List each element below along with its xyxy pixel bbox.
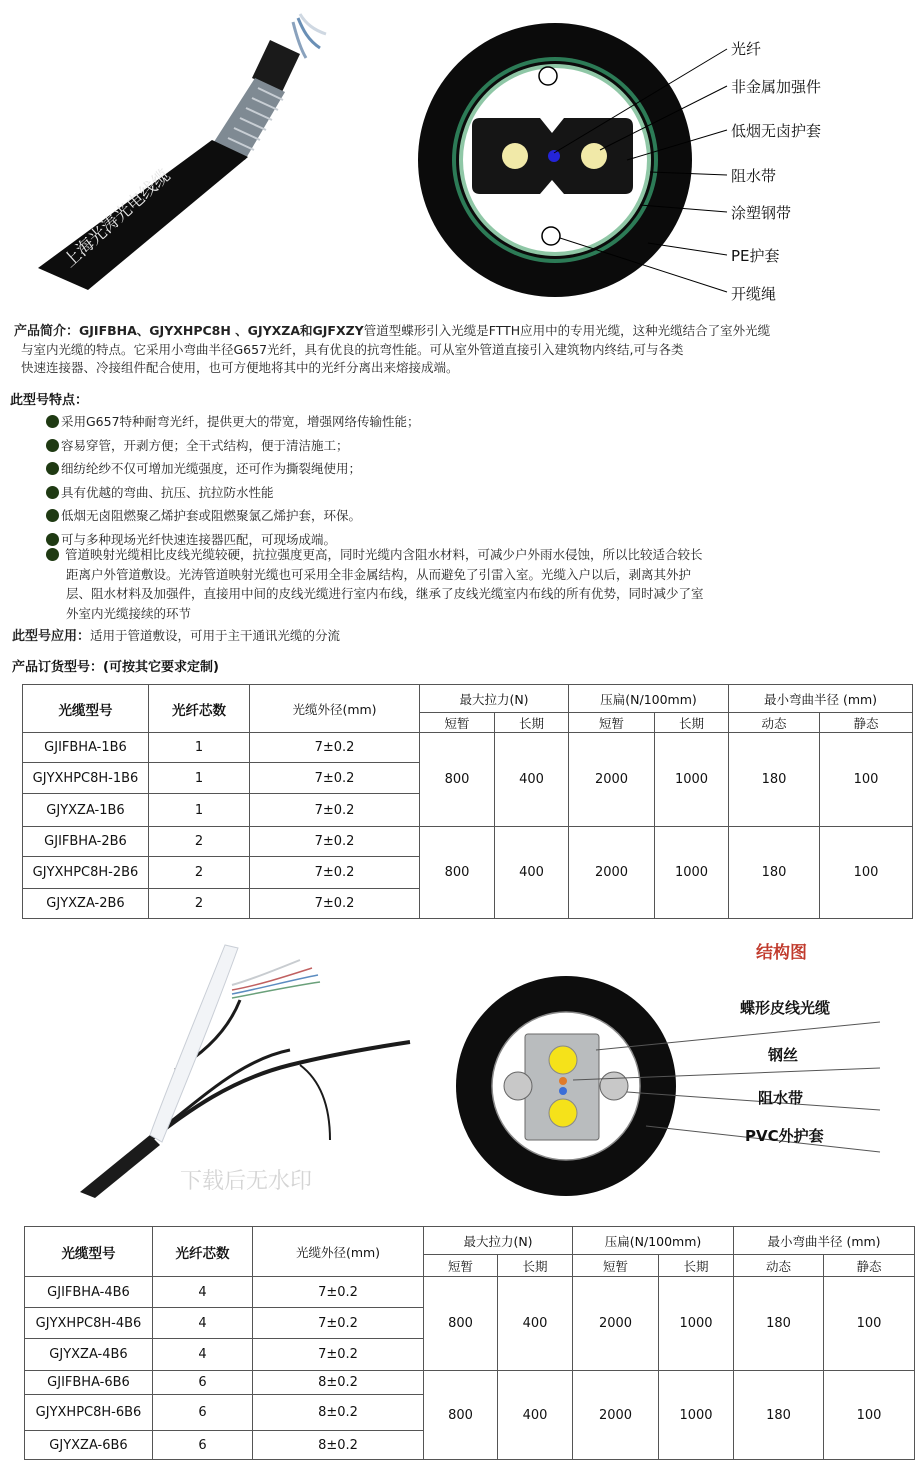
label-lszh-jacket: 低烟无卤护套	[731, 122, 822, 140]
spec-table-2	[24, 1226, 915, 1460]
table-row: GJIFBHA-2B6 2 7±0.2 800 400 2000 1000 180 100	[23, 827, 913, 857]
label-pvc-jacket: PVC外护套	[745, 1127, 824, 1145]
bullet-icon	[46, 548, 59, 561]
intro-lead: 产品简介：	[14, 324, 80, 339]
table-row: GJIFBHA-4B6 4 7±0.2 800 400 2000 1000 180 100	[25, 1277, 915, 1308]
bullet-icon	[46, 533, 59, 546]
th-model: 光缆型号	[25, 1227, 153, 1277]
bullet-icon	[46, 439, 59, 452]
th-long: 长期	[495, 713, 569, 733]
label-steel-tape: 涂塑钢带	[731, 204, 792, 222]
table-row: GJYXHPC8H-1B6 1 7±0.2	[23, 763, 913, 794]
th-crush: 压扁(N/100mm)	[573, 1227, 734, 1255]
feature-item: 低烟无卤阻燃聚乙烯护套或阻燃聚氯乙烯护套，环保。	[46, 507, 916, 531]
application-line: 此型号应用：适用于管道敷设，可用于主干通讯光缆的分流	[12, 628, 341, 644]
mid-figure	[0, 930, 921, 1200]
th-long: 长期	[659, 1255, 734, 1277]
bullet-icon	[46, 462, 59, 475]
intro-line2: 与室内光缆的特点。它采用小弯曲半径G657光纤，具有优良的抗弯性能。可从室外管道直接引入建筑物内终结,可与各类	[21, 342, 684, 357]
table-row: GJYXHPC8H-4B6 4 7±0.2	[25, 1308, 915, 1339]
th-fiber-count: 光纤芯数	[149, 685, 250, 733]
th-short: 短暂	[569, 713, 655, 733]
bullet-icon	[46, 509, 59, 522]
bullet-icon	[46, 415, 59, 428]
table-row: GJYXHPC8H-2B6 2 7±0.2	[23, 857, 913, 889]
table-row: GJIFBHA-6B6 6 8±0.2 800 400 2000 1000 180 100	[25, 1371, 915, 1395]
label-water-tape: 阻水带	[758, 1089, 804, 1107]
label-pe-jacket: PE护套	[731, 247, 780, 265]
label-fiber: 光纤	[731, 40, 762, 58]
cross-section	[418, 23, 692, 297]
th-long: 长期	[498, 1255, 573, 1277]
label-nonmetal-strength: 非金属加强件	[731, 78, 822, 96]
label-steel-wire: 钢丝	[768, 1046, 799, 1064]
th-static: 静态	[824, 1255, 915, 1277]
label-water-block: 阻水带	[731, 167, 777, 185]
label-ripcord: 开缆绳	[731, 285, 777, 303]
feature-item: 具有优越的弯曲、抗压、抗拉防水性能	[46, 484, 916, 508]
features-title: 此型号特点：	[10, 393, 89, 408]
th-outer-diameter: 光缆外径(mm)	[250, 685, 420, 733]
th-short: 短暂	[420, 713, 495, 733]
table-row: GJIFBHA-1B6 1 7±0.2 800 400 2000 1000 180 100	[23, 733, 913, 763]
feature-item: 采用G657特种耐弯光纤，提供更大的带宽，增强网络传输性能；	[46, 413, 916, 437]
intro-paragraph	[14, 322, 919, 377]
feature-item: 可与多种现场光纤快速连接器匹配，可现场成端。	[46, 531, 916, 555]
th-fiber-count: 光纤芯数	[153, 1227, 253, 1277]
feature-item: 容易穿管，开剥方便；全干式结构，便于清洁施工；	[46, 437, 916, 461]
structure-title: 结构图	[756, 943, 807, 963]
feature-item: 细纺纶纱不仅可增加光缆强度，还可作为撕裂绳使用；	[46, 460, 916, 484]
feature-long-item: 管道映射光缆相比皮线光缆较硬，抗拉强度更高，同时光缆内含阻水材料，可减少户外雨水侵蚀，所以比较适合较长 距离户外管道敷设。光涛管道映射光缆也可采用全非金属结构，从而避免了引雷入室。光缆入户以后，剥离其外护 层、阻水材料及加强件，直接用中间的皮线光缆进行室内布线，继承了皮线光缆室内布线的所有优势，同时减少了室 外室内光缆接续的环节	[46, 545, 916, 623]
features-list	[46, 413, 916, 554]
bullet-icon	[46, 486, 59, 499]
th-outer-diameter: 光缆外径(mm)	[253, 1227, 424, 1277]
th-min-bend: 最小弯曲半径 (mm)	[729, 685, 913, 713]
watermark-text: 下载后无水印	[180, 1169, 313, 1194]
label-butterfly-cable: 蝶形皮线光缆	[740, 999, 831, 1017]
top-figure	[0, 0, 921, 310]
table-row: GJYXZA-4B6 4 7±0.2	[25, 1339, 915, 1371]
table-row: GJYXZA-1B6 1 7±0.2	[23, 794, 913, 827]
cable-print-text: 上海光涛光电线缆	[59, 165, 175, 272]
table-row: GJYXZA-6B6 6 8±0.2	[25, 1431, 915, 1460]
table-row: GJYXZA-2B6 2 7±0.2	[23, 889, 913, 919]
th-max-tension: 最大拉力(N)	[420, 685, 569, 713]
th-crush: 压扁(N/100mm)	[569, 685, 729, 713]
th-min-bend: 最小弯曲半径 (mm)	[734, 1227, 915, 1255]
th-long: 长期	[655, 713, 729, 733]
th-short: 短暂	[573, 1255, 659, 1277]
th-static: 静态	[820, 713, 913, 733]
th-model: 光缆型号	[23, 685, 149, 733]
intro-line3: 快速连接器、冷接组件配合使用，也可方便地将其中的光纤分离出来熔接成端。	[21, 360, 459, 375]
th-dynamic: 动态	[729, 713, 820, 733]
th-max-tension: 最大拉力(N)	[424, 1227, 573, 1255]
cable-photo	[38, 14, 326, 290]
table-row: GJYXHPC8H-6B6 6 8±0.2	[25, 1395, 915, 1431]
spec-table-1	[22, 684, 913, 919]
intro-line1: 管道型蝶形引入光缆是FTTH应用中的专用光缆，这种光缆结合了室外光缆	[363, 323, 771, 338]
cross-section-2	[456, 976, 676, 1196]
th-dynamic: 动态	[734, 1255, 824, 1277]
order-title: 产品订货型号：(可按其它要求定制)	[12, 660, 219, 675]
intro-models: GJIFBHA、GJYXHPC8H 、GJYXZA和GJFXZY	[79, 323, 364, 338]
th-short: 短暂	[424, 1255, 498, 1277]
drop-cable-photo	[80, 945, 410, 1198]
